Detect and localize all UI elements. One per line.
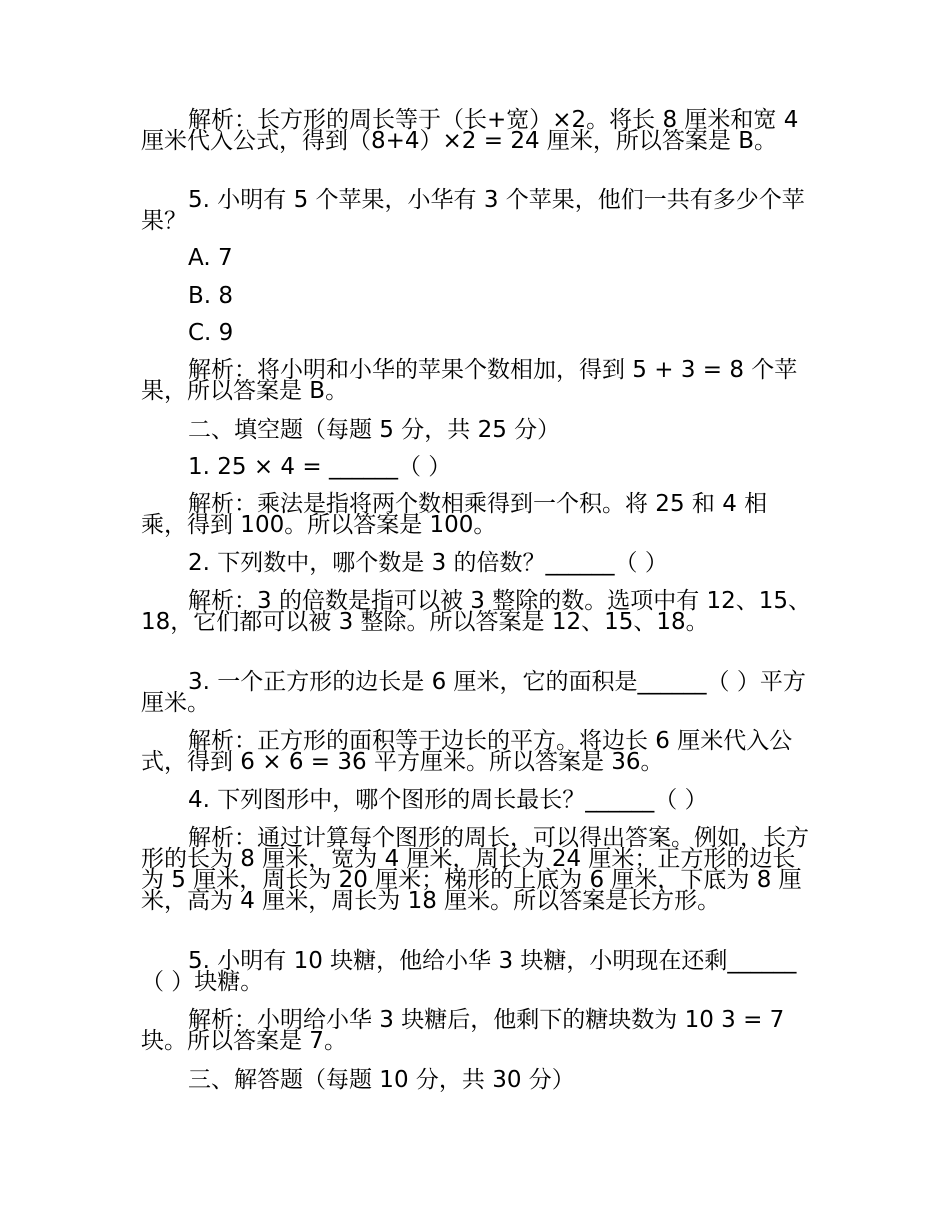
analysis-multiplication: 解析：乘法是指将两个数相乘得到一个积。将 25 和 4 相乘，得到 100。所以答案是 100。 <box>141 491 768 538</box>
question-apples: 5. 小明有 5 个苹果，小华有 3 个苹果，他们一共有多少个苹果？ <box>141 187 805 234</box>
fill-question-2: 2. 下列数中，哪个数是 3 的倍数？______（ ） <box>188 550 668 576</box>
analysis-multiples-of-3: 解析：3 的倍数是指可以被 3 整除的数。选项中有 12、15、18，它们都可以被 3 整除。所以答案是 12、15、18。 <box>141 588 812 635</box>
fill-question-3: 3. 一个正方形的边长是 6 厘米，它的面积是______（ ）平方厘米。 <box>141 669 806 716</box>
fill-question-1: 1. 25 × 4 = ______（ ） <box>188 454 452 480</box>
analysis-candies: 解析：小明给小华 3 块糖后，他剩下的糖块数为 10 3 = 7 块。所以答案是 7。 <box>141 1007 785 1054</box>
option-b: B. 8 <box>188 283 234 309</box>
fill-question-4: 4. 下列图形中，哪个图形的周长最长？______（ ） <box>188 787 708 813</box>
section-fill-in-heading: 二、填空题（每题 5 分，共 25 分） <box>188 417 561 443</box>
analysis-apples: 解析：将小明和小华的苹果个数相加，得到 5 + 3 = 8 个苹果，所以答案是 B。 <box>141 357 798 404</box>
section-answer-heading: 三、解答题（每题 10 分，共 30 分） <box>188 1067 575 1093</box>
option-a: A. 7 <box>188 245 233 271</box>
analysis-rectangle-perimeter: 解析：长方形的周长等于（长+宽）×2。将长 8 厘米和宽 4 厘米代入公式，得到（8+4）×2 = 24 厘米，所以答案是 B。 <box>141 107 799 154</box>
option-c: C. 9 <box>188 320 234 346</box>
analysis-square-area: 解析：正方形的面积等于边长的平方。将边长 6 厘米代入公式，得到 6 × 6 = 36 平方厘米。所以答案是 36。 <box>141 728 793 775</box>
analysis-perimeters: 解析：通过计算每个图形的周长，可以得出答案。例如，长方形的长为 8 厘米，宽为 4 厘米，周长为 24 厘米；正方形的边长为 5 厘米，周长为 20 厘米；梯形的上底为 6 厘米，下底为 8 厘米，高为 4 厘米，周长为 18 厘米。所以答案是长方形。 <box>141 825 809 914</box>
fill-question-5: 5. 小明有 10 块糖，他给小华 3 块糖，小明现在还剩______（ ）块糖。 <box>141 948 797 995</box>
